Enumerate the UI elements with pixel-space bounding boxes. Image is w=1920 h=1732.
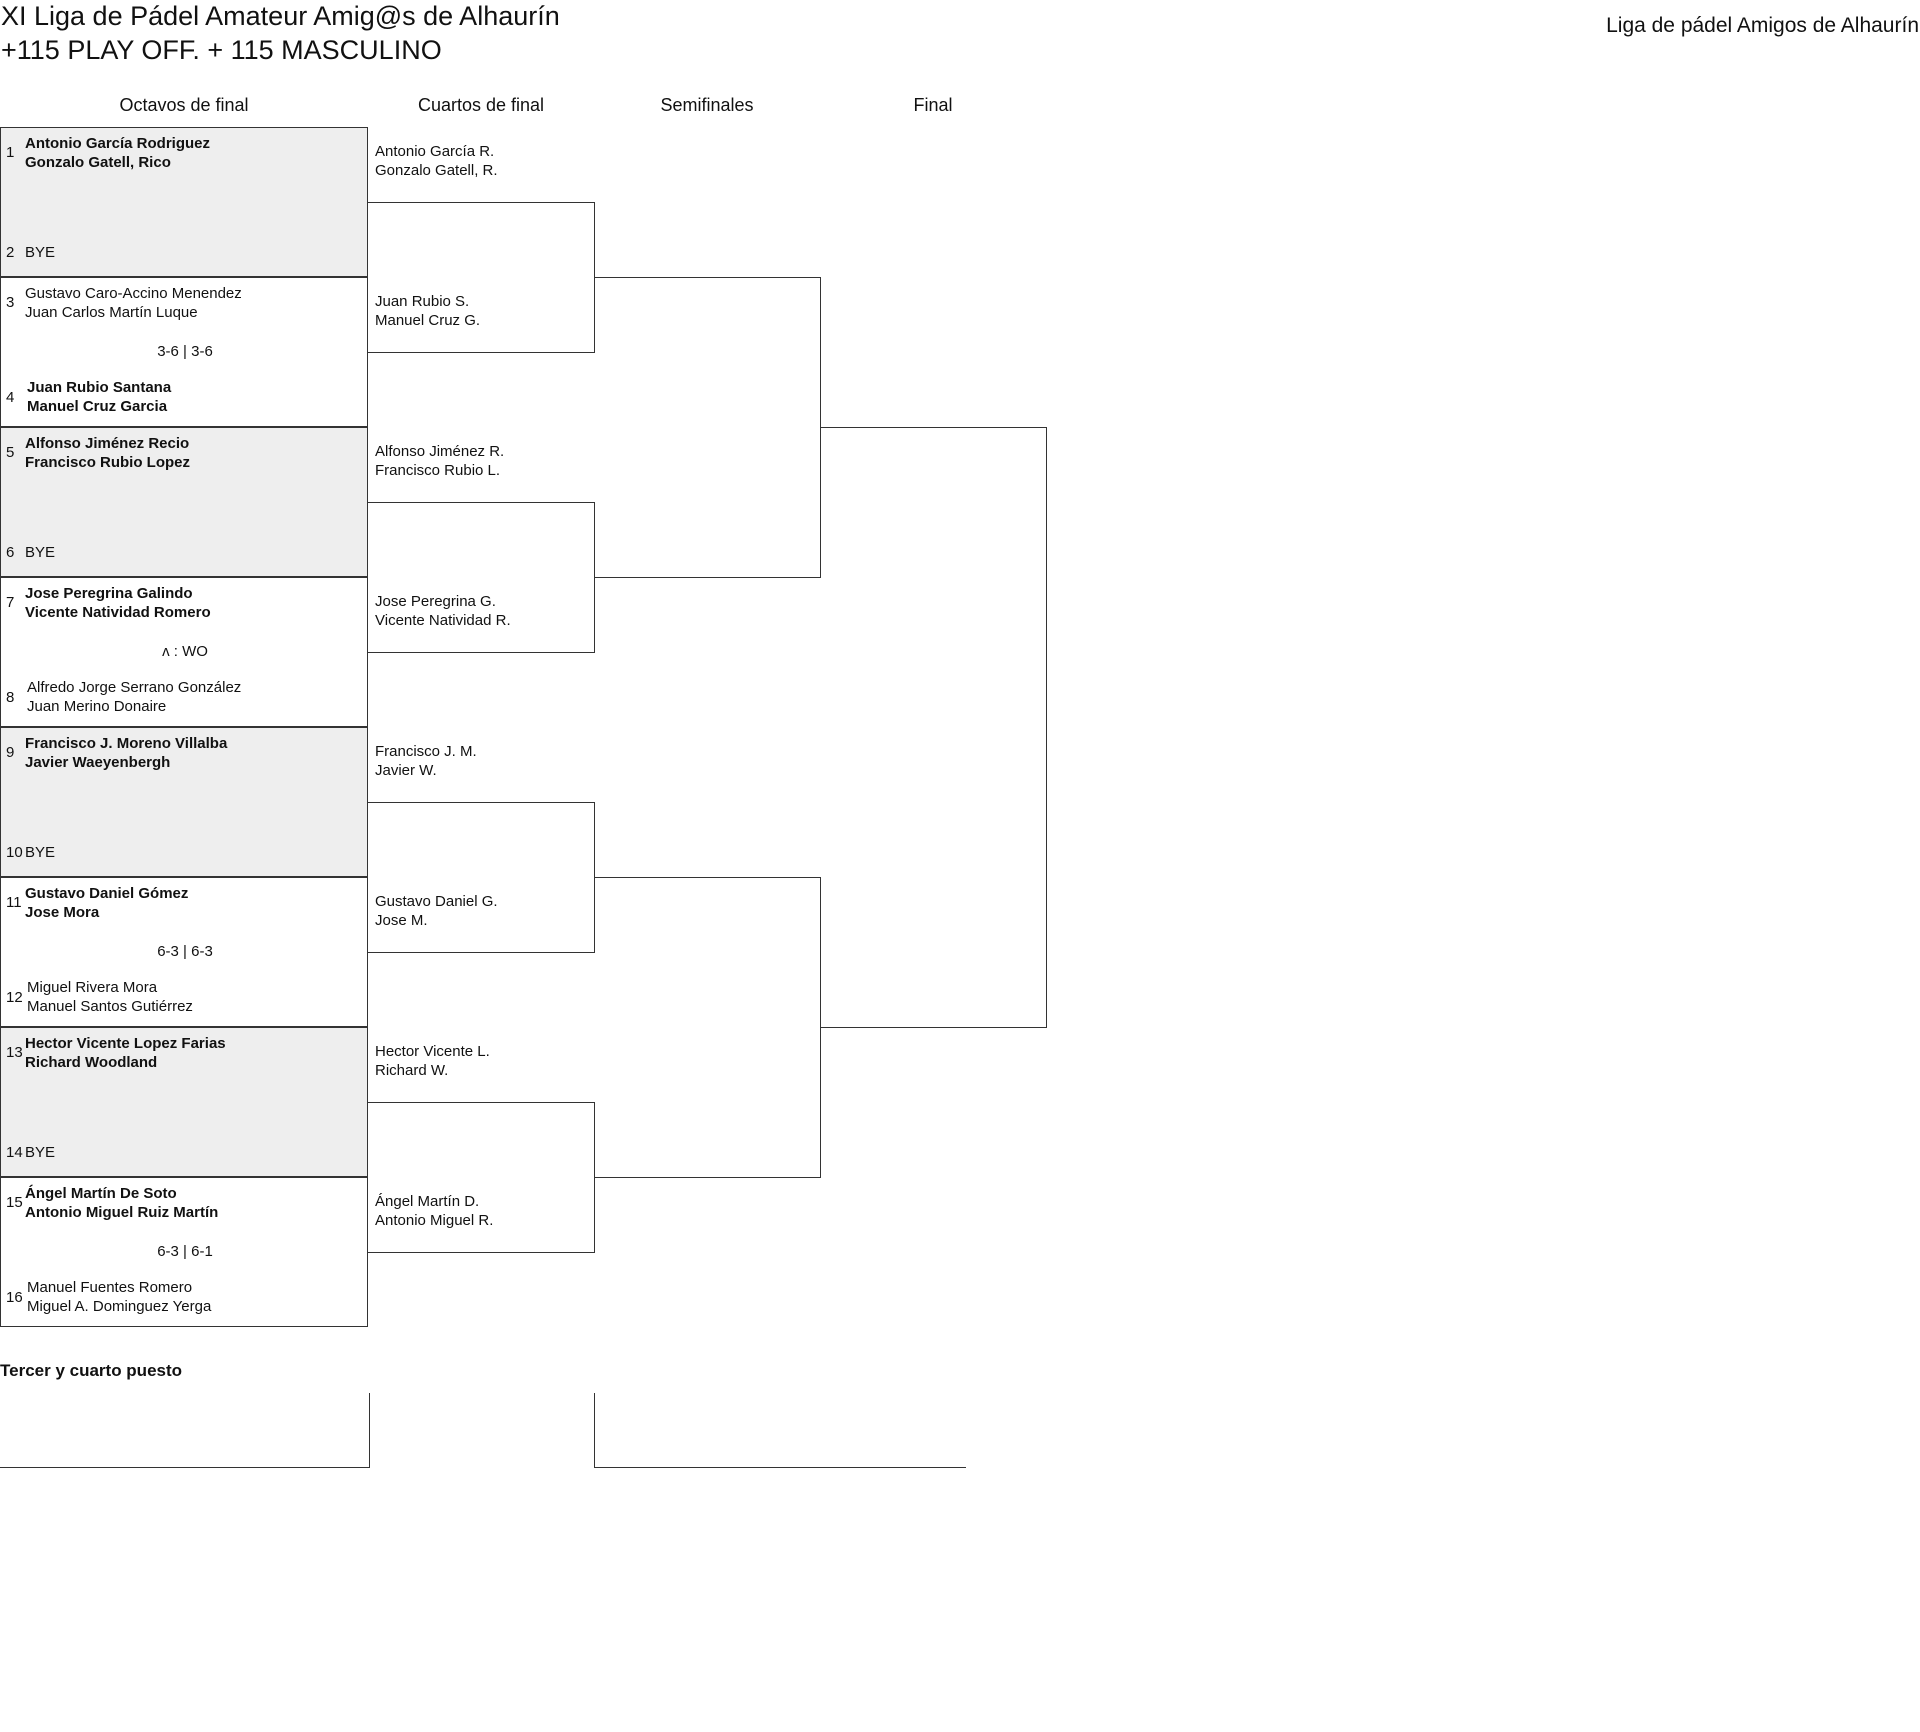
team-bottom-player-1: BYE bbox=[25, 1144, 56, 1161]
seed-number: 10 bbox=[6, 844, 23, 861]
team-bottom-player-1: Juan Rubio Santana bbox=[27, 379, 172, 396]
team-top-player-1: Francisco J. Moreno Villalba bbox=[25, 735, 228, 752]
seed-number: 8 bbox=[6, 689, 15, 706]
qf-team-4-player-1: Jose Peregrina G. bbox=[375, 593, 496, 610]
match-score: ʌ : WO bbox=[162, 643, 208, 660]
r16-match-5 bbox=[0, 727, 368, 877]
r16-match-2 bbox=[0, 277, 368, 427]
qf-team-7-player-1: Hector Vicente L. bbox=[375, 1043, 490, 1060]
team-bottom-player-1: BYE bbox=[25, 844, 56, 861]
r16-match-4 bbox=[0, 577, 368, 727]
qf-connector-3 bbox=[368, 802, 595, 953]
team-top-player-1: Gustavo Caro-Accino Menendez bbox=[25, 285, 242, 302]
team-top-player-1: Hector Vicente Lopez Farias bbox=[25, 1035, 226, 1052]
team-top-player-2: Javier Waeyenbergh bbox=[25, 754, 171, 771]
round-header-final: Final bbox=[913, 95, 953, 115]
qf-team-5-player-1: Francisco J. M. bbox=[375, 743, 477, 760]
third-place-label: Tercer y cuarto puesto bbox=[0, 1361, 183, 1380]
qf-team-2-player-1: Juan Rubio S. bbox=[375, 293, 470, 310]
team-bottom-player-1: BYE bbox=[25, 244, 56, 261]
team-top-player-2: Gonzalo Gatell, Rico bbox=[25, 154, 171, 171]
team-top-player-2: Richard Woodland bbox=[25, 1054, 158, 1071]
qf-team-5-player-2: Javier W. bbox=[375, 762, 437, 779]
match-score: 3-6 | 3-6 bbox=[157, 343, 213, 360]
qf-team-1-player-1: Antonio García R. bbox=[375, 143, 495, 160]
team-top-player-1: Gustavo Daniel Gómez bbox=[25, 885, 189, 902]
qf-team-1-player-2: Gonzalo Gatell, R. bbox=[375, 162, 498, 179]
page-title: XI Liga de Pádel Amateur Amig@s de Alhaurín bbox=[1, 1, 560, 31]
team-top-player-1: Ángel Martín De Soto bbox=[25, 1185, 177, 1202]
seed-number: 3 bbox=[6, 294, 15, 311]
qf-team-8-player-2: Antonio Miguel R. bbox=[375, 1212, 494, 1229]
qf-connector-4 bbox=[368, 1102, 595, 1253]
seed-number: 1 bbox=[6, 144, 15, 161]
seed-number: 7 bbox=[6, 594, 15, 611]
qf-team-8-player-1: Ángel Martín D. bbox=[375, 1193, 480, 1210]
seed-number: 11 bbox=[6, 894, 22, 911]
team-top-player-2: Vicente Natividad Romero bbox=[25, 604, 211, 621]
r16-match-6 bbox=[0, 877, 368, 1027]
team-bottom-player-1: BYE bbox=[25, 544, 56, 561]
qf-team-6-player-2: Jose M. bbox=[375, 912, 428, 929]
seed-number: 9 bbox=[6, 744, 15, 761]
seed-number: 15 bbox=[6, 1194, 23, 1211]
seed-number: 12 bbox=[6, 989, 23, 1006]
team-top-player-2: Antonio Miguel Ruiz Martín bbox=[25, 1204, 219, 1221]
seed-number: 4 bbox=[6, 389, 15, 406]
round-header-cuartos: Cuartos de final bbox=[417, 95, 545, 115]
round-header-octavos: Octavos de final bbox=[119, 95, 249, 115]
qf-team-3-player-1: Alfonso Jiménez R. bbox=[375, 443, 505, 460]
qf-connector-1 bbox=[368, 202, 595, 353]
qf-team-7-player-2: Richard W. bbox=[375, 1062, 449, 1079]
seed-number: 13 bbox=[6, 1044, 23, 1061]
seed-number: 5 bbox=[6, 444, 15, 461]
team-bottom-player-1: Alfredo Jorge Serrano González bbox=[27, 679, 242, 696]
team-top-player-2: Jose Mora bbox=[25, 904, 100, 921]
r16-match-1 bbox=[0, 127, 368, 277]
match-score: 6-3 | 6-3 bbox=[157, 943, 213, 960]
page-subtitle: +115 PLAY OFF. + 115 MASCULINO bbox=[1, 35, 442, 65]
qf-connector-2 bbox=[368, 502, 595, 653]
qf-team-3-player-2: Francisco Rubio L. bbox=[375, 462, 501, 479]
team-bottom-player-1: Manuel Fuentes Romero bbox=[27, 1279, 193, 1296]
qf-team-4-player-2: Vicente Natividad R. bbox=[375, 612, 511, 629]
team-top-player-1: Jose Peregrina Galindo bbox=[25, 585, 193, 602]
seed-number: 2 bbox=[6, 244, 15, 261]
round-header-semifinales: Semifinales bbox=[660, 95, 754, 115]
r16-match-7 bbox=[0, 1027, 368, 1177]
third-place-slot-1 bbox=[0, 1393, 370, 1468]
r16-match-8 bbox=[0, 1177, 368, 1327]
match-score: 6-3 | 6-1 bbox=[157, 1243, 213, 1260]
team-bottom-player-2: Miguel A. Dominguez Yerga bbox=[27, 1298, 212, 1315]
qf-team-2-player-2: Manuel Cruz G. bbox=[375, 312, 481, 329]
team-bottom-player-1: Miguel Rivera Mora bbox=[27, 979, 158, 996]
seed-number: 14 bbox=[6, 1144, 23, 1161]
team-top-player-1: Alfonso Jiménez Recio bbox=[25, 435, 190, 452]
team-bottom-player-2: Juan Merino Donaire bbox=[27, 698, 167, 715]
qf-team-6-player-1: Gustavo Daniel G. bbox=[375, 893, 498, 910]
seed-number: 16 bbox=[6, 1289, 23, 1306]
sf-connector-2 bbox=[594, 877, 821, 1178]
sf-connector-1 bbox=[594, 277, 821, 578]
seed-number: 6 bbox=[6, 544, 15, 561]
team-bottom-player-2: Manuel Santos Gutiérrez bbox=[27, 998, 193, 1015]
r16-match-3 bbox=[0, 427, 368, 577]
team-top-player-1: Antonio García Rodriguez bbox=[25, 135, 211, 152]
final-connector bbox=[820, 427, 1047, 1028]
third-place-connector bbox=[594, 1393, 966, 1468]
team-bottom-player-2: Manuel Cruz Garcia bbox=[27, 398, 168, 415]
team-top-player-2: Juan Carlos Martín Luque bbox=[25, 304, 198, 321]
organization-name: Liga de pádel Amigos de Alhaurín bbox=[1606, 14, 1919, 37]
team-top-player-2: Francisco Rubio Lopez bbox=[25, 454, 191, 471]
